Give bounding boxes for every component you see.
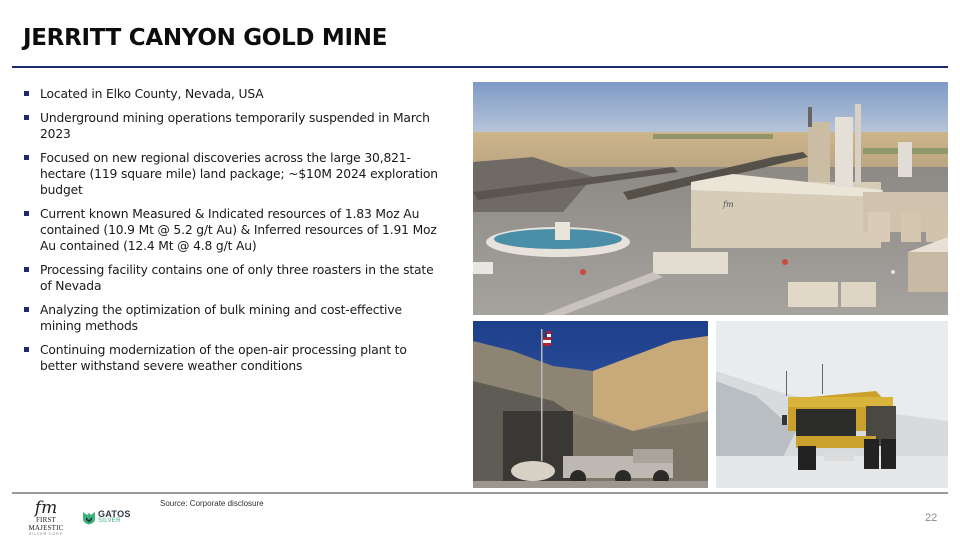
bullet-list	[22, 86, 442, 382]
bullet-item: Current known Measured & Indicated resources of 1.83 Moz Au contained (10.9 Mt @ 5.2 g/t Au) & Inferred resources of 1.91 Moz Au contained (12.4 Mt @ 4.8 g/t Au)	[22, 206, 442, 254]
first-majestic-logo: fm FIRST MAJESTIC SILVER CORP	[18, 500, 74, 536]
bullet-square-icon	[24, 115, 29, 120]
footer-divider	[12, 492, 948, 494]
bullet-square-icon	[24, 307, 29, 312]
bullet-item: Analyzing the optimization of bulk mining and cost-effective mining methods	[22, 302, 442, 334]
bullet-square-icon	[24, 267, 29, 272]
gatos-shield-icon	[82, 511, 96, 525]
page-number: 22	[925, 512, 938, 524]
open-pit-photo	[473, 321, 708, 488]
processing-plant-photo	[473, 82, 948, 315]
slide-title: JERRITT CANYON GOLD MINE	[23, 25, 388, 51]
bullet-square-icon	[24, 211, 29, 216]
bullet-item: Focused on new regional discoveries across the large 30,821-hectare (119 square mile) land package; ~$10M 2024 exploration budget	[22, 150, 442, 198]
bullet-square-icon	[24, 347, 29, 352]
gatos-silver-logo: GATOS SILVER	[82, 508, 131, 528]
bullet-item: Located in Elko County, Nevada, USA	[22, 86, 442, 102]
fm-monogram-icon: fm	[34, 498, 58, 518]
title-divider	[12, 66, 948, 68]
source-note: Source: Corporate disclosure	[160, 499, 264, 508]
bullet-item: Underground mining operations temporarily suspended in March 2023	[22, 110, 442, 142]
bullet-square-icon	[24, 91, 29, 96]
bullet-item: Continuing modernization of the open-air processing plant to better withstand severe weather conditions	[22, 342, 442, 374]
svg-text:fm: fm	[723, 200, 734, 209]
bullet-item: Processing facility contains one of only three roasters in the state of Nevada	[22, 262, 442, 294]
bullet-square-icon	[24, 155, 29, 160]
haul-truck-photo	[716, 321, 948, 488]
